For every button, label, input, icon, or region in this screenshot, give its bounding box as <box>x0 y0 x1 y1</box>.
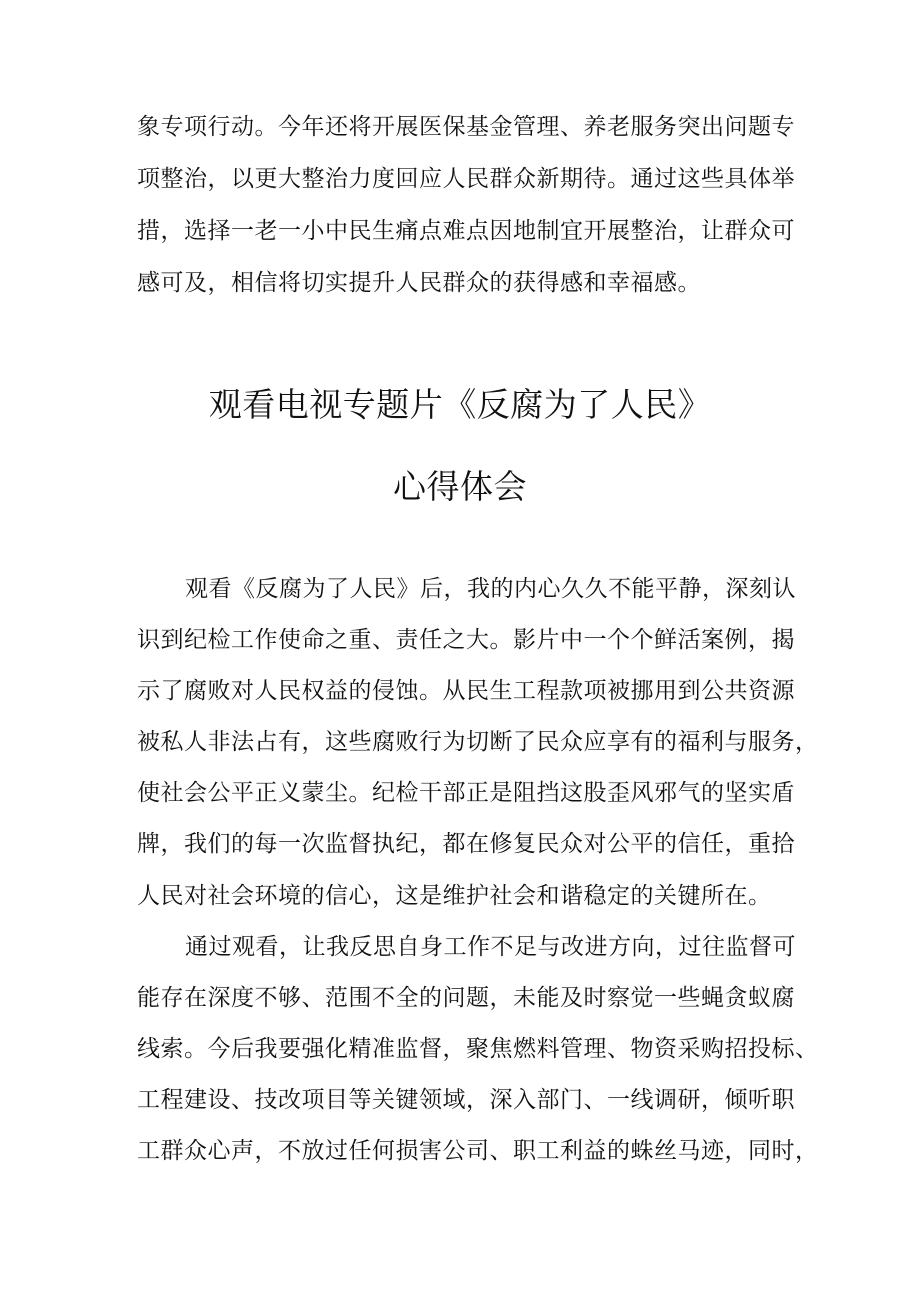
paragraph-line: 人民对社会环境的信心，这是维护社会和谐稳定的关键所在。 <box>137 883 772 909</box>
intro-line: 感可及，相信将切实提升人民群众的获得感和幸福感。 <box>137 270 701 296</box>
paragraph-line: 使社会公平正义蒙尘。纪检干部正是阻挡这股歪风邪气的坚实盾 <box>137 780 795 806</box>
paragraph-line: 工程建设、技改项目等关键领域，深入部门、一线调研，倾听职 <box>137 1087 795 1113</box>
paragraph-line: 牌，我们的每一次监督执纪，都在修复民众对公平的信任，重拾 <box>137 831 795 857</box>
paragraph-line: 工群众心声，不放过任何损害公司、职工利益的蛛丝马迹，同时， <box>137 1138 819 1164</box>
paragraph-line: 被私人非法占有，这些腐败行为切断了民众应享有的福利与服务， <box>137 729 819 755</box>
document-title: 观看电视专题片《反腐为了人民》 <box>208 385 712 424</box>
paragraph-line: 线索。今后我要强化精准监督，聚焦燃料管理、物资采购招投标、 <box>137 1036 819 1062</box>
document-subtitle: 心得体会 <box>393 467 527 506</box>
intro-line: 项整治，以更大整治力度回应人民群众新期待。通过这些具体举 <box>137 166 795 192</box>
intro-line: 象专项行动。今年还将开展医保基金管理、养老服务突出问题专 <box>137 114 795 140</box>
paragraph-line: 通过观看，让我反思自身工作不足与改进方向，过往监督可 <box>185 934 796 960</box>
paragraph-line: 识到纪检工作使命之重、责任之大。影片中一个个鲜活案例，揭 <box>137 627 795 653</box>
paragraph-line: 观看《反腐为了人民》后，我的内心久久不能平静，深刻认 <box>185 576 796 602</box>
intro-line: 措，选择一老一小中民生痛点难点因地制宜开展整治，让群众可 <box>137 218 795 244</box>
paragraph-line: 能存在深度不够、范围不全的问题，未能及时察觉一些蝇贪蚁腐 <box>137 985 795 1011</box>
paragraph-line: 示了腐败对人民权益的侵蚀。从民生工程款项被挪用到公共资源 <box>137 678 795 704</box>
